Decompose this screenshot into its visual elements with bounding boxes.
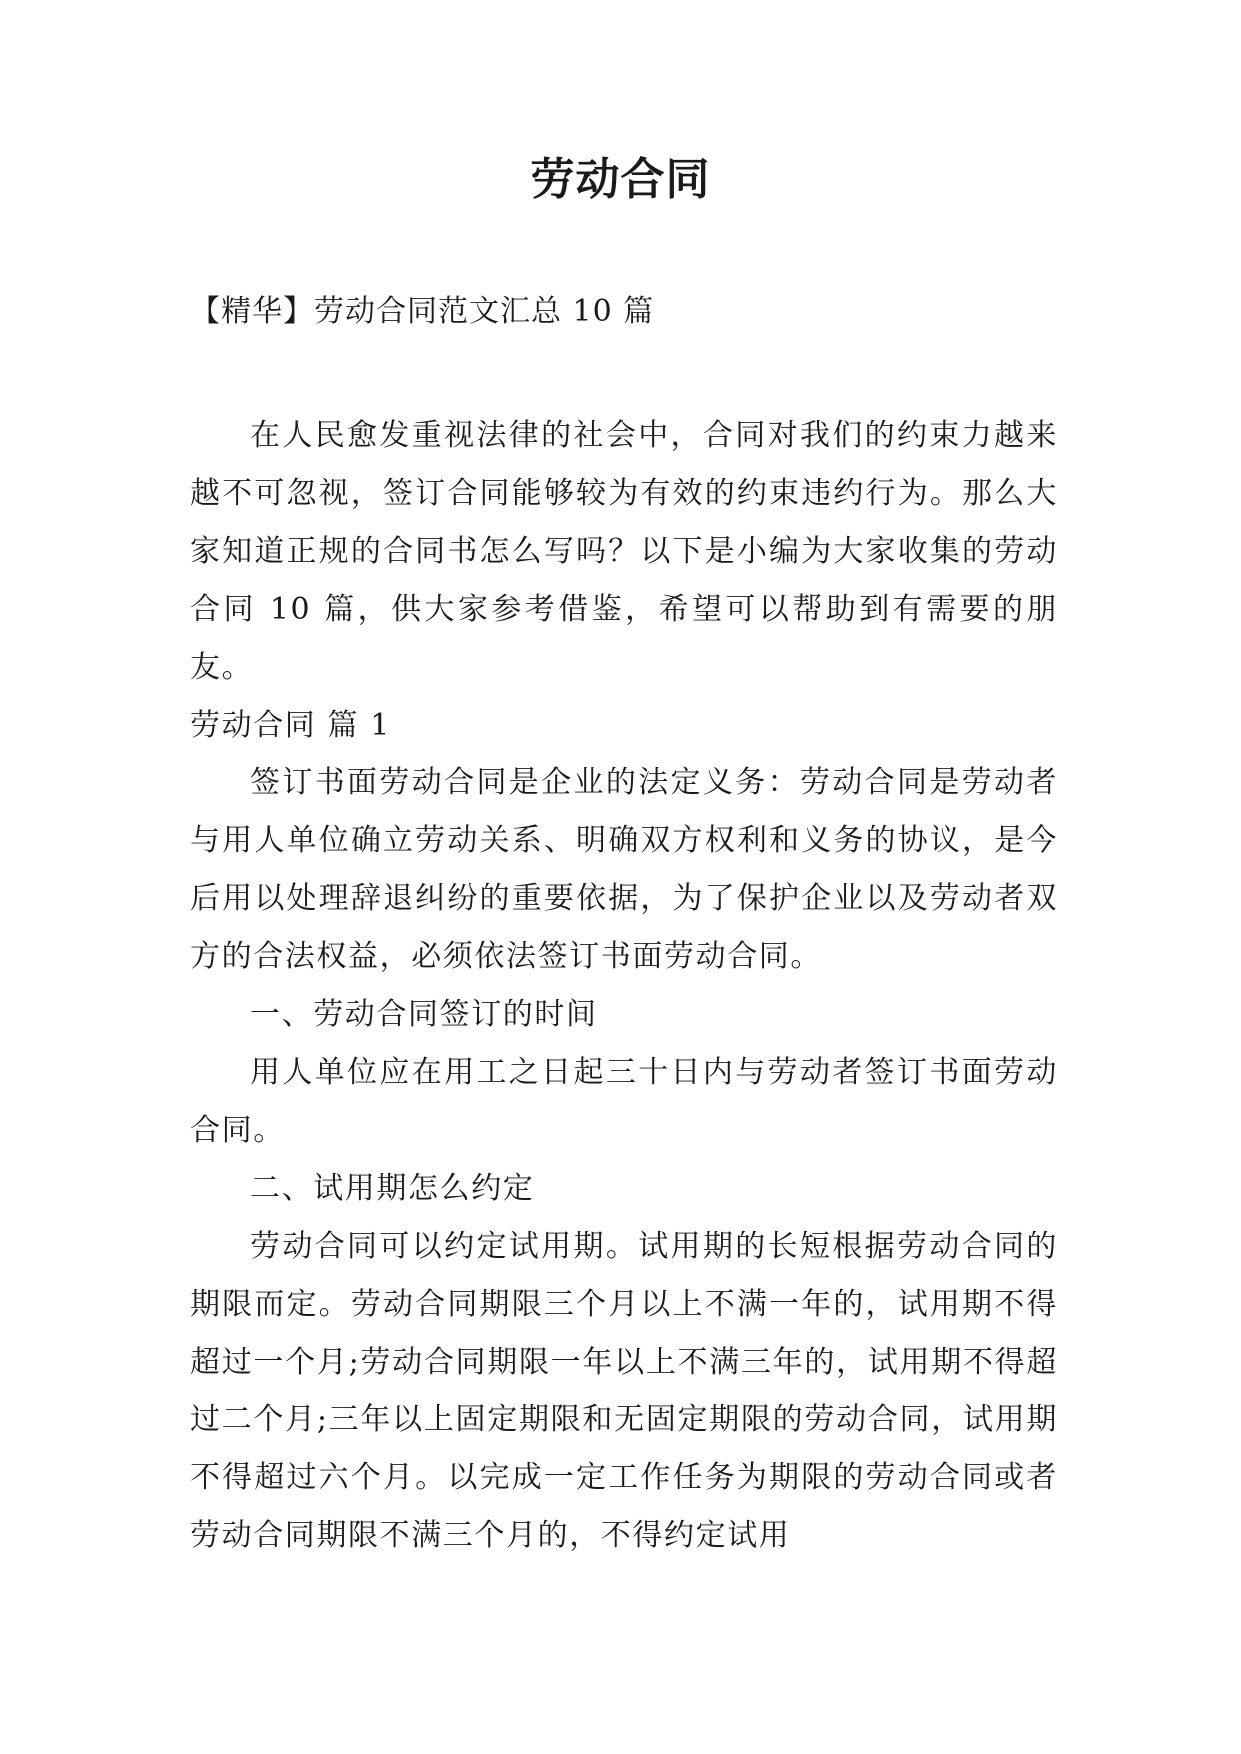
document-title: 劳动合同 [530,154,711,205]
document-subtitle: 【精华】劳动合同范文汇总 10 篇 [190,294,655,329]
body-paragraph: 签订书面劳动合同是企业的法定义务：劳动合同是劳动者与用人单位确立劳动关系、明确双方权利和义务的协议，是今后用以处理辞退纠纷的重要依据，为了保护企业以及劳动者双方的合法权益，必须依法签订书面劳动合同。 [190,765,1058,975]
subsection-heading-1: 一、劳动合同签订的时间 [250,997,598,1033]
document-body [190,407,1058,1565]
subsection-heading-2: 二、试用期怎么约定 [250,1170,535,1206]
section-heading-1: 劳动合同 篇 1 [190,707,391,743]
intro-paragraph: 在人民愈发重视法律的社会中，合同对我们的约束力越来越不可忽视，签订合同能够较为有效的约束违约行为。那么大家知道正规的合同书怎么写吗？以下是小编为大家收集的劳动合同 10 篇，供大家参考借鉴，希望可以帮助到有需要的朋友。 [190,418,1058,685]
body-paragraph: 劳动合同可以约定试用期。试用期的长短根据劳动合同的期限而定。劳动合同期限三个月以上不满一年的，试用期不得超过一个月;劳动合同期限一年以上不满三年的，试用期不得超过二个月;三年以上固定期限和无固定期限的劳动合同，试用期不得超过六个月。以完成一定工作任务为期限的劳动合同或者劳动合同期限不满三个月的，不得约定试用 [190,1228,1058,1554]
body-paragraph: 用人单位应在用工之日起三十日内与劳动者签订书面劳动合同。 [190,1054,1058,1148]
